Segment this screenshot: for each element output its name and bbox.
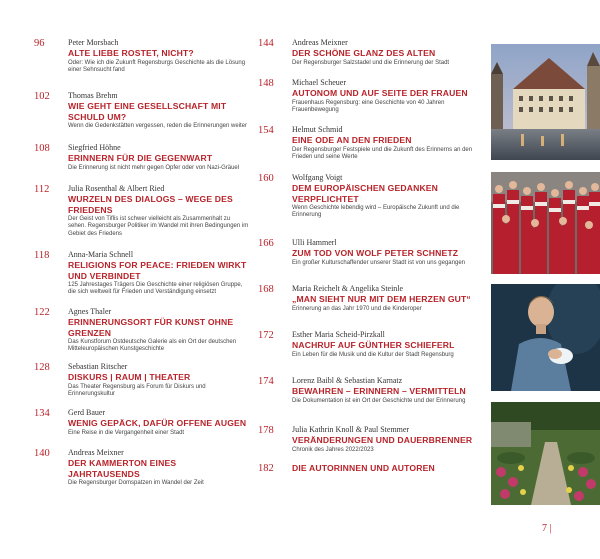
entry-description: Wenn Geschichte lebendig wird – Europäische Zukunft und die Erinnerung — [292, 205, 460, 219]
page-number: 96 — [34, 38, 45, 49]
entry-title[interactable]: ERINNERUNGSORT FÜR KUNST OHNE GRENZEN — [68, 317, 234, 338]
page-number: 172 — [258, 330, 274, 341]
page-number: 144 — [258, 38, 274, 49]
entry-description: Chronik des Jahres 2022/2023 — [292, 446, 374, 453]
toc-entry[interactable] — [258, 38, 480, 78]
entry-description: Erinnerung an das Jahr 1970 und die Kinderoper — [292, 305, 422, 312]
photo-garden — [491, 402, 600, 505]
entry-title[interactable]: RELIGIONS FOR PEACE: FRIEDEN WIRKT UND VERBINDET — [68, 260, 247, 281]
page-number: 112 — [34, 184, 50, 195]
toc-entry[interactable] — [34, 38, 249, 91]
photo-actor — [491, 284, 600, 391]
entry-description: Der Regensburger Salzstadel und die Erinnerung der Stadt — [292, 59, 450, 66]
entry-description: Die Regensburger Domspatzen im Wandel der Zeit — [68, 480, 204, 486]
entry-description: Der Geist von Tiflis ist schwer vielleicht als Zusammenhalt zu sehen. Regensburger Politiker im Wandel mit ihren Bedingungen im Gebiet des Friedens — [68, 216, 249, 237]
entry-description: Das Theater Regensburg als Forum für Diskurs und Erinnerungskultur — [68, 383, 206, 397]
entry-description: Eine Reise in die Vergangenheit einer Stadt — [68, 429, 185, 436]
entry-title[interactable]: WENIG GEPÄCK, DAFÜR OFFENE AUGEN — [68, 418, 247, 428]
entry-title[interactable]: WURZELN DES DIALOGS – WEGE DES FRIEDENS — [68, 194, 233, 215]
author: Wolfgang Voigt — [292, 173, 343, 182]
author: Gerd Bauer — [68, 408, 106, 417]
toc-entry[interactable] — [34, 307, 249, 362]
entry-title[interactable]: DISKURS | RAUM | THEATER — [68, 372, 191, 382]
author: Ulli Hammerl — [292, 238, 337, 247]
toc-entry[interactable] — [258, 284, 480, 330]
entry-title[interactable]: EINE ODE AN DEN FRIEDEN — [292, 135, 412, 145]
page-number: 182 — [258, 463, 274, 474]
author: Lorenz Baibl & Sebastian Karnatz — [292, 376, 403, 385]
toc-entry[interactable] — [34, 184, 249, 250]
photo-choir — [491, 172, 600, 274]
author: Anna-Maria Schnell — [68, 250, 134, 259]
toc-entry[interactable] — [34, 448, 249, 484]
toc-entry[interactable] — [34, 408, 249, 448]
toc-entry[interactable] — [34, 250, 249, 307]
page-number: 140 — [34, 448, 50, 459]
entry-description: Die Dokumentation ist ein Ort der Geschichte und der Erinnerung — [292, 397, 466, 404]
entry-description: Wenn die Gedenkstätten vergessen, reden die Erinnerungen weiter — [68, 123, 248, 129]
entry-description: Oder: Wie ich die Zukunft Regensburgs Geschichte als die Lösung einer Sehnsucht fand — [68, 59, 246, 73]
entry-title[interactable]: „MAN SIEHT NUR MIT DEM HERZEN GUT“ — [292, 294, 471, 304]
entry-title[interactable]: BEWAHREN – ERINNERN – VERMITTELN — [292, 386, 466, 396]
photo-historic-building — [491, 44, 600, 160]
page-number: 122 — [34, 307, 50, 318]
entry-title[interactable]: AUTONOM UND AUF SEITE DER FRAUEN — [292, 88, 468, 98]
author: Siegfried Höhne — [68, 143, 121, 152]
author: Helmut Schmid — [292, 125, 343, 134]
author: Peter Morsbach — [68, 38, 119, 47]
toc-entry[interactable] — [258, 238, 480, 284]
page-number: 128 — [34, 362, 50, 373]
author: Julia Kathrin Knoll & Paul Stemmer — [292, 425, 410, 434]
author: Julia Rosenthal & Albert Ried — [68, 184, 165, 193]
toc-entry[interactable] — [258, 463, 480, 483]
toc-entry[interactable] — [258, 78, 480, 125]
author: Andreas Meixner — [292, 38, 348, 47]
page-number: 174 — [258, 376, 274, 387]
entry-description: Ein Leben für die Musik und die Kultur der Stadt Regensburg — [292, 351, 454, 358]
page-number: 102 — [34, 91, 50, 102]
page-number: 118 — [34, 250, 50, 261]
toc-entry[interactable] — [258, 125, 480, 173]
toc-entry[interactable] — [258, 173, 480, 238]
page-number: 166 — [258, 238, 274, 249]
author: Maria Reichelt & Angelika Steinle — [292, 284, 404, 293]
entry-description: 125 Jahrestages Trägers Die Geschichte einer religiösen Gruppe, die sich weltweit für Frieden und Verständigung einsetzt — [68, 282, 243, 296]
page-number: 108 — [34, 143, 50, 154]
entry-title[interactable]: ERINNERN FÜR DIE GEGENWART — [68, 153, 213, 163]
page-number: 168 — [258, 284, 274, 295]
page-number: 154 — [258, 125, 274, 136]
page-number: 148 — [258, 78, 274, 89]
entry-title[interactable]: NACHRUF AUF GÜNTHER SCHIEFERL — [292, 340, 455, 350]
toc-column-middle — [258, 38, 480, 483]
toc-entry[interactable] — [34, 362, 249, 408]
entry-description: Das Kunstforum Ostdeutsche Galerie als ein Ort der deutschen Mitteleuropäischen Kunstgeschichte — [68, 339, 237, 353]
entry-title[interactable]: DIE AUTORINNEN UND AUTOREN — [292, 463, 435, 473]
entry-description: Frauenhaus Regensburg: eine Geschichte von 40 Jahren Frauenbewegung — [292, 99, 445, 113]
entry-description: Ein großer Kulturschaffender unserer Stadt ist von uns gegangen — [292, 259, 465, 266]
author: Thomas Brehm — [68, 91, 118, 100]
author: Andreas Meixner — [68, 448, 124, 457]
toc-entry[interactable] — [258, 376, 480, 425]
entry-title[interactable]: VERÄNDERUNGEN UND DAUERBRENNER — [292, 435, 473, 445]
toc-entry[interactable] — [258, 330, 480, 376]
entry-title[interactable]: DER SCHÖNE GLANZ DES ALTEN — [292, 48, 436, 58]
toc-entry[interactable] — [258, 425, 480, 463]
entry-title[interactable]: ALTE LIEBE ROSTET, NICHT? — [68, 48, 194, 58]
toc-column-left — [34, 38, 249, 484]
author: Esther Maria Scheid-Pirzkall — [292, 330, 385, 339]
page-number: 134 — [34, 408, 50, 419]
entry-description: Die Erinnerung ist nicht mehr gegen Opfer oder von Nazi-Gräuel — [68, 164, 240, 171]
toc-entry[interactable] — [34, 91, 249, 143]
entry-title[interactable]: DEM EUROPÄISCHEN GEDANKEN VERPFLICHTET — [292, 183, 439, 204]
page-number: 178 — [258, 425, 274, 436]
page-footer-number: 7 | — [542, 523, 552, 534]
entry-title[interactable]: ZUM TOD VON WOLF PETER SCHNETZ — [292, 248, 459, 258]
author: Sebastian Ritscher — [68, 362, 128, 371]
page-number: 160 — [258, 173, 274, 184]
entry-title[interactable]: WIE GEHT EINE GESELLSCHAFT MIT SCHULD UM? — [68, 101, 227, 122]
author: Michael Scheuer — [292, 78, 346, 87]
toc-entry[interactable] — [34, 143, 249, 184]
author: Agnes Thaler — [68, 307, 112, 316]
entry-title[interactable]: DER KAMMERTON EINES JAHRTAUSENDS — [68, 458, 177, 479]
entry-description: Der Regensburger Festspiele und die Zukunft des Erinnerns an den Frieden und seine Werte — [292, 146, 473, 160]
